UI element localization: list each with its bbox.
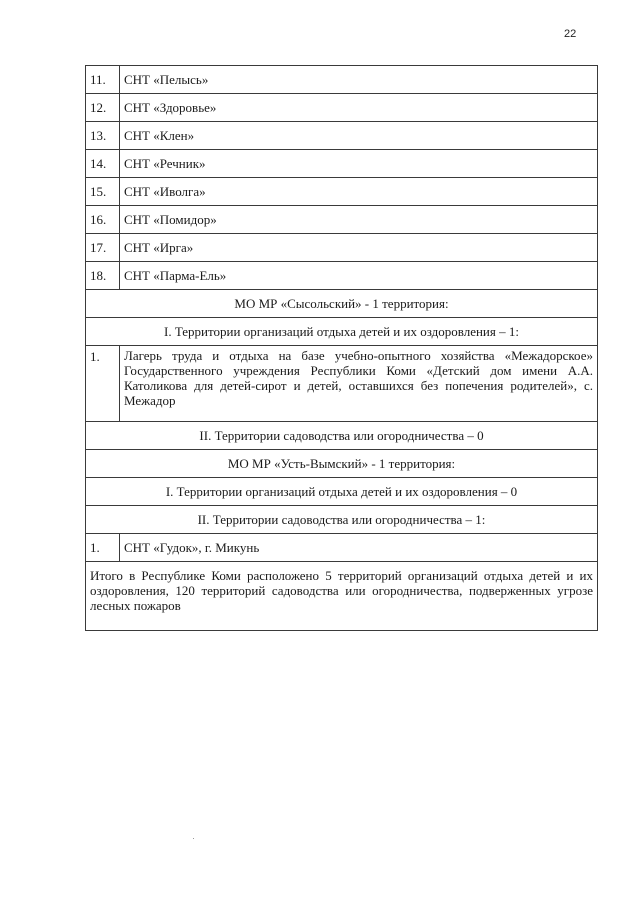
scan-speck	[193, 838, 194, 839]
table-row	[86, 150, 598, 178]
row-number: 1.	[86, 534, 120, 562]
table-row	[86, 534, 598, 562]
section-header-row	[86, 478, 598, 506]
municipality-header-row	[86, 450, 598, 478]
table-row	[86, 66, 598, 94]
section-header-row	[86, 506, 598, 534]
territory-name: СНТ «Гудок», г. Микунь	[120, 534, 598, 562]
table-row	[86, 94, 598, 122]
territory-name: СНТ «Пелысь»	[120, 66, 598, 94]
row-number: 18.	[86, 262, 120, 290]
total-summary: Итого в Республике Коми расположено 5 территорий организаций отдыха детей и их оздоровления, 120 территорий садоводства или огородничества, подверженных угрозе лесных пожаров	[86, 562, 598, 631]
section-title: I. Территории организаций отдыха детей и их оздоровления – 0	[86, 478, 598, 506]
row-number: 14.	[86, 150, 120, 178]
row-number: 12.	[86, 94, 120, 122]
municipality-title: МО МР «Сысольский» - 1 территория:	[86, 290, 598, 318]
total-row	[86, 562, 598, 631]
territory-name: СНТ «Речник»	[120, 150, 598, 178]
row-number: 11.	[86, 66, 120, 94]
territory-name: СНТ «Клен»	[120, 122, 598, 150]
table-row	[86, 234, 598, 262]
section-header-row	[86, 422, 598, 450]
section-title: I. Территории организаций отдыха детей и их оздоровления – 1:	[86, 318, 598, 346]
municipality-header-row	[86, 290, 598, 318]
row-number: 13.	[86, 122, 120, 150]
municipality-title: МО МР «Усть-Вымский» - 1 территория:	[86, 450, 598, 478]
territories-table	[85, 65, 598, 631]
territory-name: СНТ «Ирга»	[120, 234, 598, 262]
territory-name: СНТ «Здоровье»	[120, 94, 598, 122]
row-number: 15.	[86, 178, 120, 206]
territory-name: СНТ «Помидор»	[120, 206, 598, 234]
table-row	[86, 122, 598, 150]
territory-name: СНТ «Иволга»	[120, 178, 598, 206]
section-title: II. Территории садоводства или огородничества – 0	[86, 422, 598, 450]
row-number: 16.	[86, 206, 120, 234]
territory-name: Лагерь труда и отдыха на базе учебно-опытного хозяйства «Межадорское» Государственного учреждения Республики Коми «Детский дом имени А.А. Католикова для детей-сирот и детей, оставшихся без попечения родителей», с. Межадор	[120, 346, 598, 422]
row-number: 1.	[86, 346, 120, 422]
table-row	[86, 262, 598, 290]
row-number: 17.	[86, 234, 120, 262]
table-row	[86, 178, 598, 206]
section-title: II. Территории садоводства или огородничества – 1:	[86, 506, 598, 534]
table-row	[86, 346, 598, 422]
section-header-row	[86, 318, 598, 346]
territory-name: СНТ «Парма-Ель»	[120, 262, 598, 290]
table-row	[86, 206, 598, 234]
page-number: 22	[564, 28, 577, 40]
